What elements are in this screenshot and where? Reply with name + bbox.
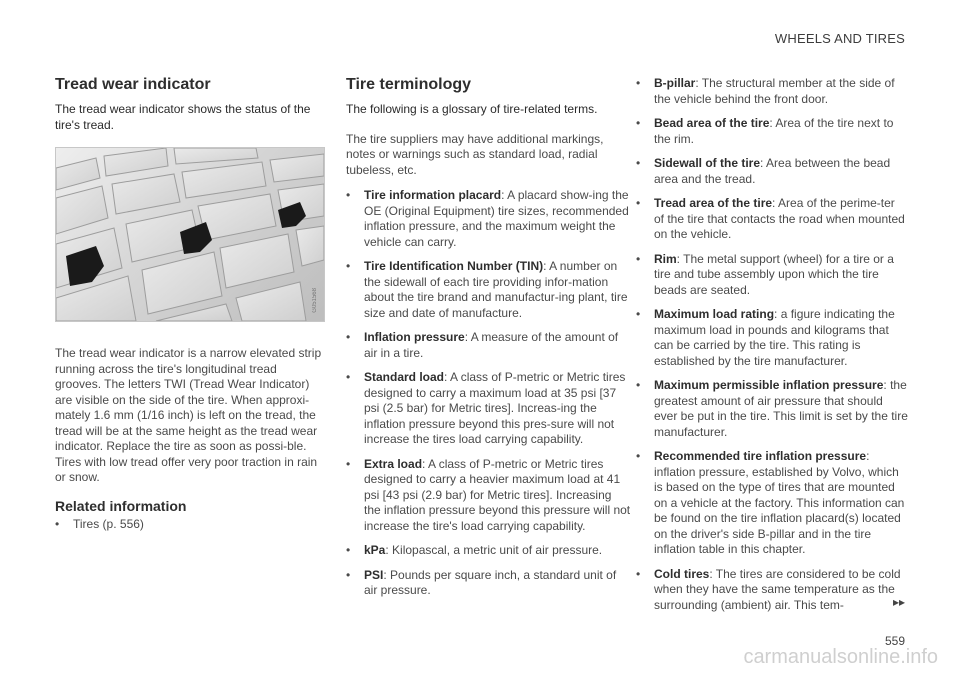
glossary-definition: : A placard show-ing the OE (Original Equipment) tire sizes, recommended inflation pressure, and the maximum weight the vehicle can carry.	[364, 188, 629, 249]
glossary-term: Maximum load rating	[654, 307, 775, 321]
glossary-item	[636, 307, 908, 369]
column-tire-terminology	[346, 76, 631, 608]
glossary-item	[636, 116, 908, 147]
glossary-definition: : Area between the bead area and the tread.	[654, 156, 891, 186]
glossary-item	[636, 252, 908, 299]
watermark: carmanualsonline.info	[743, 646, 938, 668]
glossary-definition: : The tires are considered to be cold when they have the same temperature as the surrounding (ambient) air. This tem-	[654, 566, 901, 612]
section-header: WHEELS AND TIRES	[774, 31, 905, 46]
glossary-item	[346, 188, 631, 250]
glossary-term: Tire information placard	[364, 188, 502, 202]
glossary-definition: : Pounds per square inch, a standard unit of air pressure.	[364, 567, 617, 597]
tire-tread-illustration	[55, 147, 325, 322]
column-glossary-continued	[636, 76, 908, 622]
glossary-term: Extra load	[364, 456, 423, 471]
related-info-title: Related information	[55, 497, 187, 514]
tire-terminology-title: Tire terminology	[346, 76, 472, 93]
continued-arrow-icon: ▸▸	[892, 595, 905, 609]
glossary-term: Tire Identification Number (TIN)	[364, 259, 544, 273]
glossary-list-1	[346, 188, 631, 599]
glossary-item	[346, 330, 631, 361]
glossary-item	[636, 449, 908, 558]
glossary-definition: : Area of the tire next to the rim.	[654, 116, 894, 146]
glossary-term: Tread area of the tire	[654, 196, 773, 210]
glossary-item	[636, 76, 908, 107]
glossary-definition: : the greatest amount of air pressure that should ever be put in the tire. This limit is set by the tire manufacturer.	[654, 378, 908, 439]
figure-code: G051568	[312, 288, 318, 313]
tread-wear-body: The tread wear indicator is a narrow elevated strip running across the tire's longitudinal tread grooves. The letters TWI (Tread Wear Indicator) are visible on the side of the tire. When approxi-mately 1.6 mm (1/16 inch) is left on the tread, the tread will be at the same height as the tread wear indicator. Replace the tire as soon as possi-ble. Tires with low tread offer very poor traction in rain or snow.	[55, 346, 322, 484]
tire-terminology-lead: The following is a glossary of tire-related terms.	[346, 102, 598, 116]
glossary-item	[636, 378, 908, 440]
tire-tread-drawing	[56, 148, 324, 321]
glossary-item	[636, 156, 908, 187]
glossary-definition: : a figure indicating the maximum load in pounds and kilograms that can be carried by the tire. This rating is established by the tire manufacturer.	[654, 307, 895, 368]
glossary-item	[346, 457, 631, 535]
glossary-definition: : The metal support (wheel) for a tire or a tire and tube assembly upon which the tire beads are seated.	[654, 251, 894, 297]
tire-terminology-intro: The tire suppliers may have additional markings, notes or warnings such as standard load, radial tubeless, etc.	[346, 131, 604, 177]
related-link-tires[interactable]: • Tires (p. 556)	[55, 517, 325, 533]
glossary-definition: : inflation pressure, established by Volvo, which is based on the type of tires that are mounted on a vehicle at the factory. This information can be found on the tire inflation placard(s) located on the driver's side B-pillar and in the tire inflation table in this chapter.	[654, 449, 905, 556]
glossary-definition: : Kilopascal, a metric unit of air pressure.	[385, 543, 603, 557]
glossary-term: kPa	[364, 543, 386, 557]
glossary-term: Maximum permissible inflation pressure	[654, 378, 884, 392]
glossary-definition: : A class of P-metric or Metric tires designed to carry a maximum load at 35 psi [37 psi (2.5 bar) for Metric tires]. Increas-ing the inflation pressure beyond this pres-sure will not increase the tires load carrying capability.	[364, 370, 626, 446]
glossary-term: Recommended tire inflation pressure	[654, 449, 867, 463]
page-number: 559	[884, 634, 905, 648]
glossary-list-2	[636, 76, 908, 613]
glossary-item	[346, 568, 631, 599]
glossary-item	[636, 567, 908, 614]
column-tread-wear	[55, 76, 325, 541]
tread-wear-title: Tread wear indicator	[55, 76, 211, 93]
glossary-term: Inflation pressure	[364, 330, 465, 344]
glossary-term: Bead area of the tire	[654, 116, 770, 130]
glossary-definition: : The structural member at the side of the vehicle behind the front door.	[654, 76, 895, 106]
glossary-term: PSI	[364, 567, 384, 582]
glossary-term: B-pillar	[654, 76, 696, 90]
glossary-term: Rim	[654, 251, 677, 266]
tread-wear-lead: The tread wear indicator shows the status of the tire's tread.	[55, 102, 311, 132]
glossary-item	[346, 370, 631, 448]
glossary-item	[636, 196, 908, 243]
glossary-item	[346, 543, 631, 559]
glossary-term: Standard load	[364, 370, 445, 384]
glossary-definition: : A class of P-metric or Metric tires designed to carry a heavier maximum load at 41 psi [43 psi (2.9 bar) for Metric tires]. Increasing the inflation pressure beyond this pressure will not increase the tire's load carrying capability.	[364, 456, 631, 533]
glossary-definition: : A measure of the amount of air in a tire.	[364, 330, 619, 360]
glossary-definition: : Area of the perime-ter of the tire that contacts the road when mounted on the vehicle.	[654, 196, 905, 241]
glossary-definition: : A number on the sidewall of each tire providing infor-mation about the tire brand and manufactur-ing plant, tire size and date of manufacture.	[364, 259, 628, 320]
related-info-list	[55, 517, 325, 533]
glossary-term: Cold tires	[654, 566, 710, 581]
glossary-item	[346, 259, 631, 321]
glossary-term: Sidewall of the tire	[654, 156, 761, 170]
